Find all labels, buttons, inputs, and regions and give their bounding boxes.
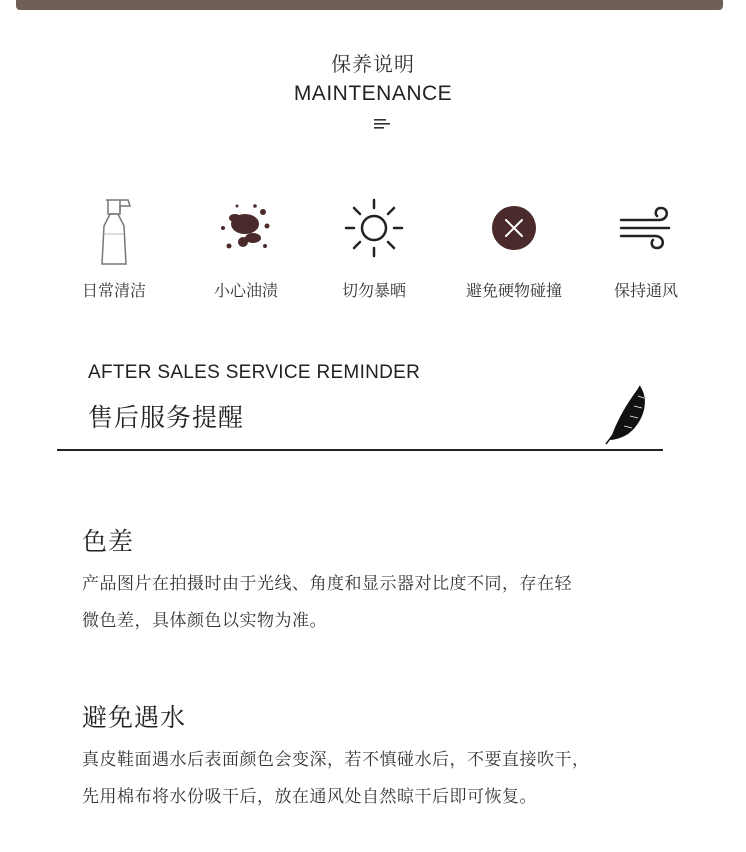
care-item	[444, 190, 584, 300]
care-label: 切勿暴晒	[341, 281, 406, 300]
care-item	[576, 190, 716, 300]
circle-x-icon	[479, 190, 549, 270]
section-title-cn: 保养说明	[331, 52, 415, 76]
stain-splash-icon	[211, 190, 281, 270]
wind-icon	[611, 190, 681, 270]
care-label: 保持通风	[613, 281, 678, 300]
care-label: 避免硬物碰撞	[465, 281, 562, 300]
reminder-title-cn: 售后服务提醒	[88, 403, 245, 432]
section-title-en: MAINTENANCE	[293, 82, 453, 105]
feather-icon	[600, 382, 650, 446]
care-item	[44, 190, 184, 300]
sun-icon	[339, 190, 409, 270]
reminder-title-en: AFTER SALES SERVICE REMINDER	[88, 362, 421, 383]
spray-bottle-icon	[84, 190, 144, 270]
care-item	[304, 190, 444, 300]
section-body	[82, 566, 652, 640]
menu-lines-icon	[374, 118, 390, 130]
section-body-line: 微色差，具体颜色以实物为准。	[82, 611, 327, 631]
section-body-line: 真皮鞋面遇水后表面颜色会变深，若不慎碰水后，不要直接吹干，	[82, 750, 590, 770]
section-body-line: 产品图片在拍摄时由于光线、角度和显示器对比度不同，存在轻	[82, 574, 572, 594]
top-decorative-band	[16, 0, 723, 10]
section-body	[82, 742, 652, 816]
section-heading: 色差	[82, 527, 135, 556]
section-body-line: 先用棉布将水份吸干后，放在通风处自然晾干后即可恢复。	[82, 787, 537, 807]
care-label: 小心油渍	[213, 281, 278, 300]
divider-line	[57, 449, 663, 451]
care-label: 日常清洁	[81, 281, 146, 300]
section-heading: 避免遇水	[82, 703, 187, 732]
care-item	[176, 190, 316, 300]
care-icons-row	[0, 190, 746, 310]
